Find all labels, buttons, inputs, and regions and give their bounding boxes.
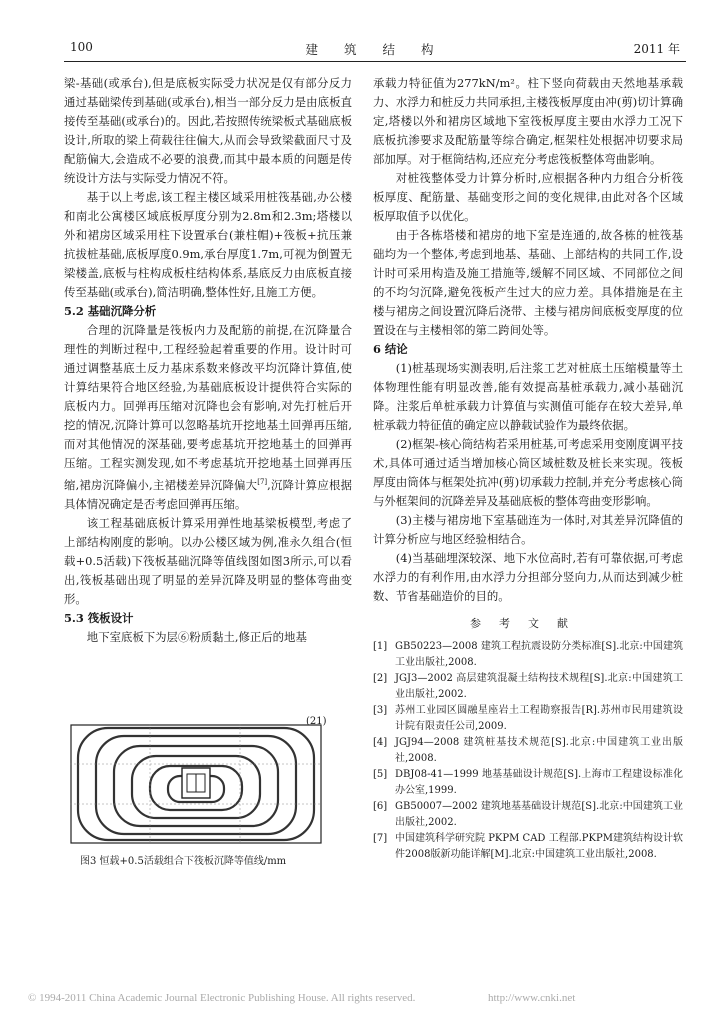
paragraph: 基于以上考虑,该工程主楼区域采用桩筏基础,办公楼和南北公寓楼区域底板厚度分别为2.8m和2.3m;塔楼以外和裙房区域采用柱下设置承台(兼柱帽)+筏板+抗压兼抗拔桩基础,底板厚度0.9m,承台厚度1.7m,可视为倒置无梁楼盖,底板与柱构成板柱结构体系,基底反力由底板直接传至基础(或承台),简洁明确,整体性好,且施工方便。	[64, 190, 352, 299]
paragraph: 合理的沉降量是筏板内力及配筋的前提,在沉降量合理性的判断过程中,工程经验起着重要的作用。设计时可通过调整基底土反力基床系数来修改平均沉降计算值,使计算结果符合地区经验,为基础底板设计提供符合实际的底板内力。回弹再压缩对沉降也会有影响,对先打桩后开挖的情况,沉降计算可以忽略基坑开挖地基土回弹再压缩,而对其他情况的深基础,要考虑基坑开挖地基土的回弹再压缩。工程实测发现,如不考虑基坑开挖地基土回弹再压缩,裙房沉降偏小,主裙楼差异沉降偏大[7],沉降计算应根据具体情况确定是否考虑回弹再压缩。	[64, 323, 352, 511]
paragraph: 由于各栋塔楼和裙房的地下室是连通的,故各栋的桩筏基础均为一个整体,考虑到地基、基础、上部结构的共同工作,设计时可采用构造及施工措施等,缓解不同区域、不同部位之间的不均匀沉降,避免筏板产生过大的应力差。具体措施是在主楼与裙房之间设置沉降后浇带、主楼与裙房间底板变厚度的位置设在与主楼相邻的第二跨间处等。	[373, 228, 683, 337]
copyright-notice: © 1994-2011 China Academic Journal Electronic Publishing House. All rights reserved.	[28, 992, 416, 1004]
settlement-contour-figure	[70, 724, 322, 844]
section-heading-6: 6 结论	[373, 342, 408, 356]
reference-list	[373, 639, 683, 863]
paragraph: 对桩筏整体受力计算分析时,应根据各种内力组合分析筏板厚度、配筋量、基础变形之间的变化规律,由此对各个区域板厚取值予以优化。	[373, 171, 683, 223]
conclusion-1: (1)桩基现场实测表明,后注浆工艺对桩底土压缩模量等土体物理性能有明显改善,能有效提高基桩承载力,减小基础沉降。注浆后单桩承载力计算值与实测值可能存在较大差异,单桩承载力特征值的确定应以静载试验作为最终依据。	[373, 361, 683, 432]
section-heading-5-2: 5.2 基础沉降分析	[64, 304, 157, 318]
reference-item: [6] GB50007—2002 建筑地基基础设计规范[S].北京:中国建筑工业出版社,2002.	[373, 801, 683, 828]
conclusion-3: (3)主楼与裙房地下室基础连为一体时,对其差异沉降值的计算分析应与地区经验相结合。	[373, 513, 683, 546]
page-header	[70, 40, 680, 60]
figure-caption: 图3 恒载+0.5活载组合下筏板沉降等值线/mm	[80, 856, 287, 867]
reference-item: [3] 苏州工业园区圆融星座岩土工程勘察报告[R].苏州市民用建筑设计院有限责任公司,2009.	[373, 705, 683, 732]
references-heading: 参考文献	[470, 617, 586, 630]
left-column	[64, 74, 352, 647]
conclusion-4: (4)当基础埋深较深、地下水位高时,若有可靠依据,可考虑水浮力的有利作用,由水浮力分担部分竖向力,从而达到减少桩数、节省基础造价的目的。	[373, 551, 683, 603]
figure-axis-label: (21)	[306, 716, 327, 727]
right-column	[373, 74, 683, 863]
journal-name: 建 筑 结 构	[305, 42, 445, 57]
page-footer	[28, 992, 708, 1004]
section-heading-5-3: 5.3 筏板设计	[64, 610, 134, 625]
citation[interactable]: [7]	[257, 478, 268, 486]
paragraph-continued: 梁-基础(或承台),但是底板实际受力状况是仅有部分反力通过基础梁传到基础(或承台),相当一部分反力是由底板直接传至基础(或承台)的。因此,若按照传统梁板式基础底板设计,所取的梁上荷载往往偏大,从而会导致梁截面尺寸及配筋偏大,会造成不必要的浪费,而其中最本质的问题是传统设计方法与实际受力情况不符。	[64, 76, 352, 185]
footer-url[interactable]: http://www.cnki.net	[488, 992, 576, 1004]
journal-year: 2011 年	[633, 42, 680, 56]
paragraph-continued: 承载力特征值为277kN/m²。柱下竖向荷载由天然地基承载力、水浮力和桩反力共同承担,主楼筏板厚度由冲(剪)切计算确定,塔楼以外和裙房区域地下室筏板厚度主要由水浮力工况下底板抗渗要求及配筋量等综合确定,框架柱处根据冲切要求局部加厚。对于框筒结构,还应充分考虑筏板整体弯曲影响。	[373, 76, 683, 166]
reference-item: [4] JGJ94—2008 建筑桩基技术规范[S].北京:中国建筑工业出版社,2008.	[373, 737, 683, 764]
reference-item: [5] DBJ08-41—1999 地基基础设计规范[S].上海市工程建设标准化办公室,1999.	[373, 769, 683, 796]
paragraph: 该工程基础底板计算采用弹性地基梁板模型,考虑了上部结构刚度的影响。以办公楼区域为例,准永久组合(恒载+0.5活载)下筏板基础沉降等值线图如图3所示,可以看出,筏板基础出现了明显的差异沉降及明显的整体弯曲变形。	[64, 515, 352, 606]
page-number: 100	[70, 40, 93, 54]
conclusion-2: (2)框架-核心筒结构若采用桩基,可考虑采用变刚度调平技术,具体可通过适当增加核心筒区域桩数及桩长来实现。筏板厚度由筒体与框架处抗冲(剪)切承载力控制,并充分考虑核心筒与外框架间的沉降差异及基础底板的整体弯曲变形影响。	[373, 437, 683, 508]
reference-item: [7] 中国建筑科学研究院 PKPM CAD 工程部.PKPM建筑结构设计软件2008版新功能详解[M].北京:中国建筑工业出版社,2008.	[373, 833, 683, 860]
header-rule	[64, 61, 686, 62]
paragraph: 地下室底板下为层⑥粉质黏土,修正后的地基	[86, 629, 307, 644]
reference-item: [2] JGJ3—2002 高层建筑混凝土结构技术规程[S].北京:中国建筑工业出版社,2002.	[373, 673, 683, 700]
reference-item: [1] GB50223—2008 建筑工程抗震设防分类标准[S].北京:中国建筑工业出版社,2008.	[373, 641, 683, 668]
